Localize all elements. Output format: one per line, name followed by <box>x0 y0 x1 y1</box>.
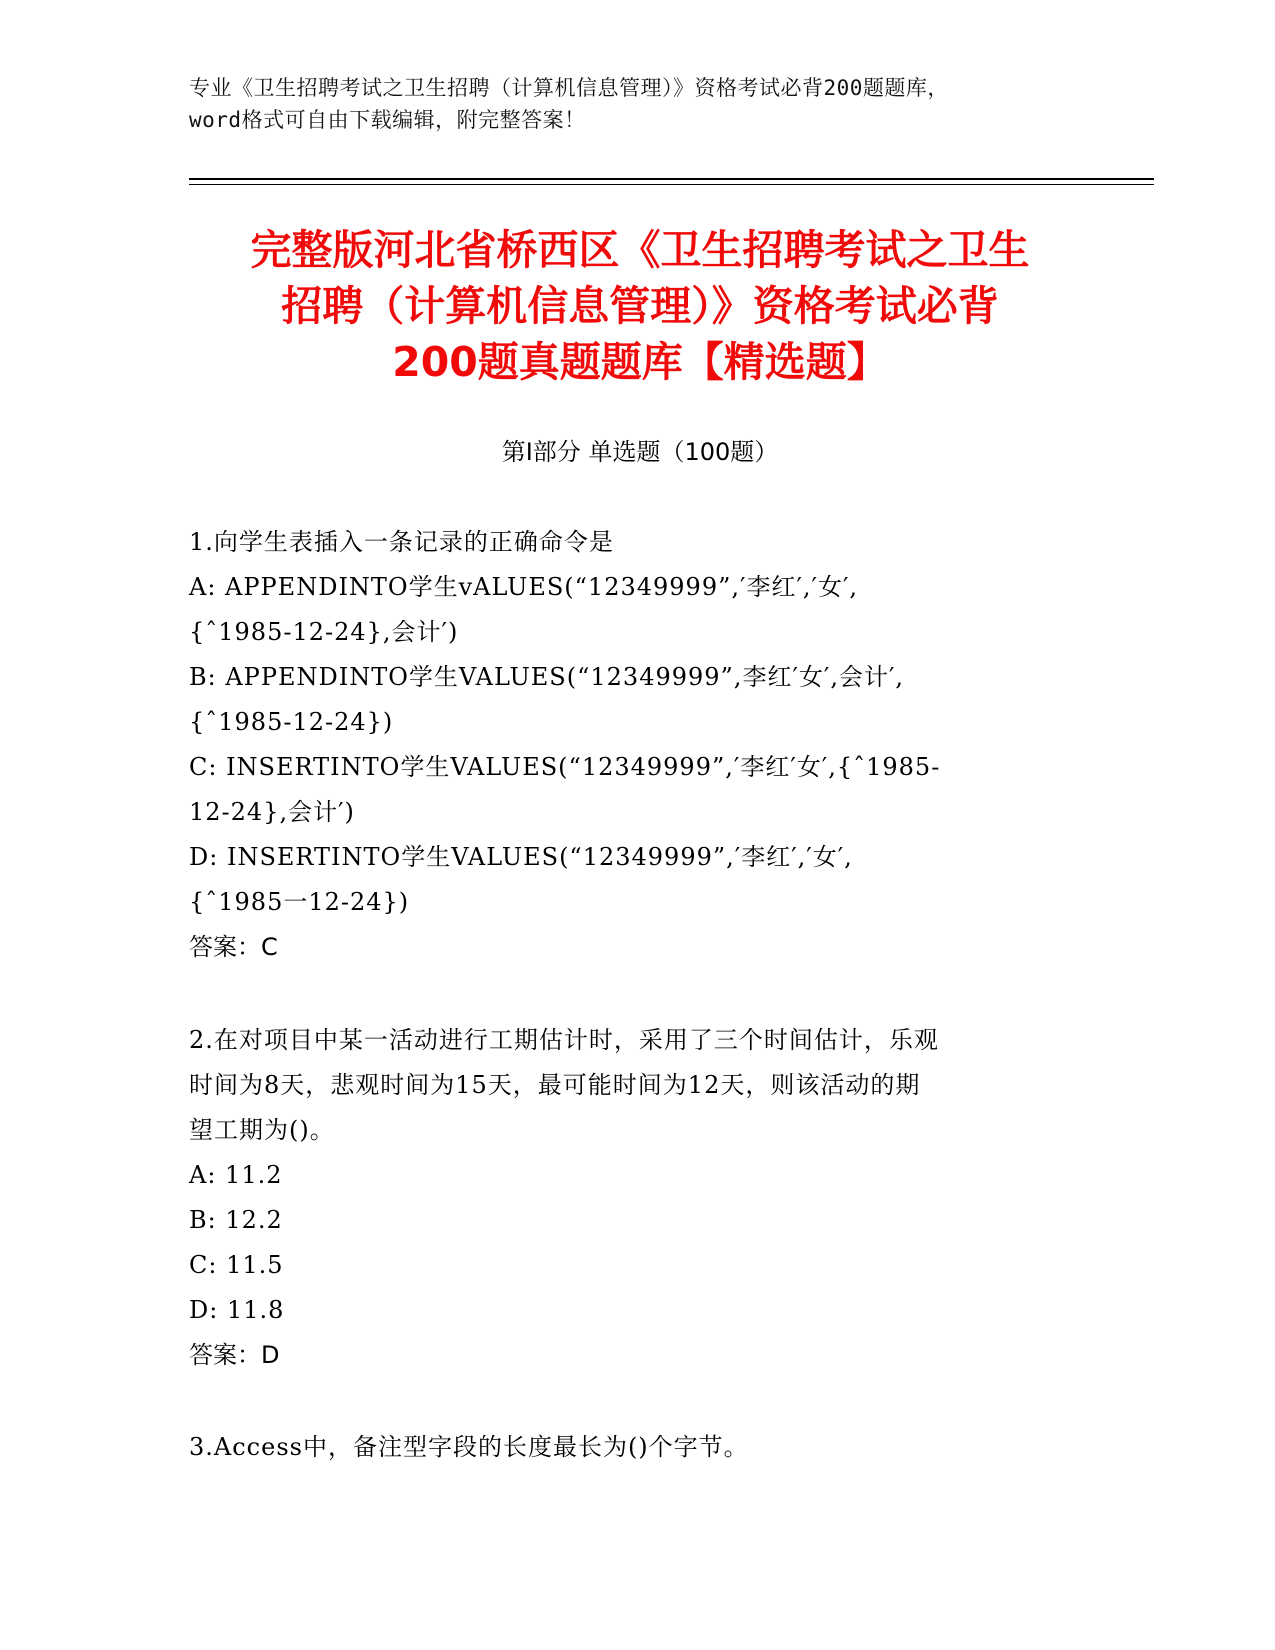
question-1-stem: 1.向学生表插入一条记录的正确命令是 <box>189 528 614 556</box>
question-2-option-d: D: 11.8 <box>189 1296 285 1324</box>
header-divider-thick <box>189 178 1154 180</box>
question-2-option-a: A: 11.2 <box>189 1161 283 1189</box>
question-2-option-c: C: 11.5 <box>189 1251 284 1279</box>
question-1-option-a-cont: {ˆ1985-12-24},会计′) <box>189 618 459 646</box>
header-divider-thin <box>189 184 1154 185</box>
header-line-1: 专业《卫生招聘考试之卫生招聘（计算机信息管理）》资格考试必背200题题库， <box>189 76 949 100</box>
document-header <box>189 72 1109 136</box>
title-line-3: 200题真题题库【精选题】 <box>392 338 888 386</box>
question-1-answer: 答案：C <box>189 933 278 961</box>
question-2-answer: 答案：D <box>189 1341 280 1369</box>
question-3-stem: 3.Access中，备注型字段的长度最长为()个字节。 <box>189 1433 749 1461</box>
question-1-option-c: C: INSERTINTO学生VALUES(“12349999”,′李红′女′,{ˆ1985- <box>189 753 941 781</box>
section-heading: 第Ⅰ部分 单选题（100题） <box>501 438 779 466</box>
question-1-option-d: D: INSERTINTO学生VALUES(“12349999”,′李红′,′女′, <box>189 843 853 871</box>
header-line-2: word格式可自由下载编辑，附完整答案！ <box>189 108 586 132</box>
document-title <box>180 222 1100 390</box>
question-1 <box>189 520 1079 970</box>
title-line-2: 招聘（计算机信息管理）》资格考试必背 <box>281 282 999 330</box>
question-2-stem-line-2: 时间为8天，悲观时间为15天，最可能时间为12天，则该活动的期 <box>189 1071 921 1099</box>
question-2-stem-line-3: 望工期为()。 <box>189 1116 335 1144</box>
question-1-option-c-cont: 12-24},会计′) <box>189 798 355 826</box>
question-2-option-b: B: 12.2 <box>189 1206 283 1234</box>
question-1-option-d-cont: {ˆ1985一12-24}) <box>189 888 410 916</box>
question-3 <box>189 1425 1079 1470</box>
title-line-1: 完整版河北省桥西区《卫生招聘考试之卫生 <box>250 226 1030 274</box>
question-2-stem-line-1: 2.在对项目中某一活动进行工期估计时，采用了三个时间估计，乐观 <box>189 1026 939 1054</box>
question-2 <box>189 1018 1079 1378</box>
question-1-option-b: B: APPENDINTO学生VALUES(“12349999”,李红′女′,会计′, <box>189 663 905 691</box>
question-1-option-a: A: APPENDINTO学生vALUES(“12349999”,′李红′,′女′, <box>189 573 859 601</box>
question-1-option-b-cont: {ˆ1985-12-24}) <box>189 708 394 736</box>
